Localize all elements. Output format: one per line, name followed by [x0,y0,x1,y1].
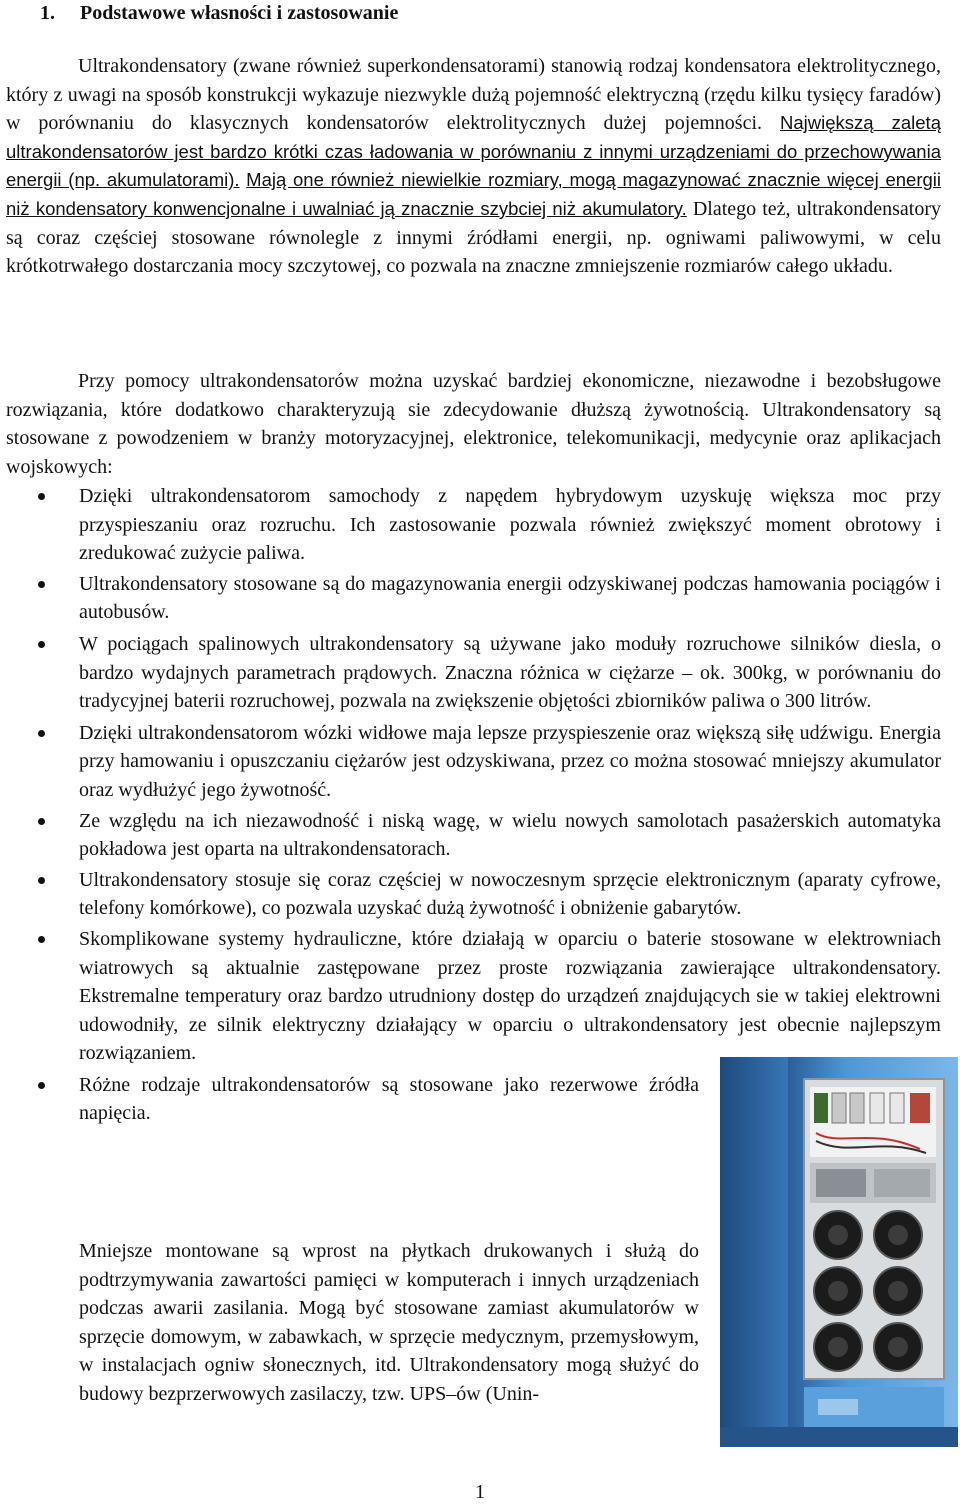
list-item: Ze względu na ich niezawodność i niską wagę, w wielu nowych samolotach pasażerskich automatyka pokładowa jest oparta na ultrakondensatorach. [0,807,941,864]
intro-text-2: Dlatego też, ultrakondensatory są coraz częściej stosowane równolegle z innymi źródłami energii, np. ogniwami paliwowymi, w celu krótkotrwałego dostarczania mocy szczytowej, co pozwala na znaczne zmniejszenie rozmiarów całego układu. [6,197,941,278]
applications-paragraph: Przy pomocy ultrakondensatorów można uzyskać bardziej ekonomiczne, niezawodne i bezobsługowe rozwiązania, które dodatkowo charakteryzują sie zdecydowanie dłuższą żywotnością. Ultrakondensatory są stosowane z powodzeniem w branży motoryzacyjnej, elektronice, telekomunikacji, medycynie oraz aplikacjach wojskowych: [6,370,941,478]
list-item: Różne rodzaje ultrakondensatorów są stosowane jako rezerwowe źródła napięcia. [0,1071,941,1128]
bullet-icon [38,641,45,648]
list-item: Dzięki ultrakondensatorom samochody z napędem hybrydowym uzyskuję większa moc przy przyspieszaniu oraz rozruchu. Ich zastosowanie pozwala również zwiększyć moment obrotowy i zredukować zużycie paliwa. [0,482,941,568]
cabinet-photo-icon [720,1057,958,1447]
bullet-icon [38,493,45,500]
list-item: Skomplikowane systemy hydrauliczne, które działają w oparciu o baterie stosowane w elektrowniach wiatrowych są aktualnie zastępowane przez proste rozwiązania zawierające ultrakondensatory. Ekstremalne temperatury oraz bardzo utrudniony dostęp do urządzeń znajdujących sie w takiej elektrowni udowodniły, ze silnik elektryczny działający w oparciu o ultrakondensatory jest obecnie najlepszym rozwiązaniem. [0,925,941,1068]
bullet-icon [38,1082,45,1089]
section-title: Podstawowe własności i zastosowanie [80,2,399,24]
list-item: W pociągach spalinowych ultrakondensatory są używane jako moduły rozruchowe silników diesla, o bardzo wydajnych parametrach prądowych. Znaczna różnica w ciężarze – ok. 300kg, w porównaniu do tradycyjnej baterii rozruchowej, pozwala na zwiększenie objętości zbiorników paliwa o 300 litrów. [0,630,941,716]
intro-text-1: Ultrakondensatory (zwane również superkondensatorami) stanowią rodzaj kondensatora elektrolitycznego, który z uwagi na sposób konstrukcji wykazuje niezwykle dużą pojemność elektryczną (rzędu kilku tysięcy faradów) w porównaniu do klasycznych kondensatorów elektrolitycznych dużej pojemności. [6,55,941,135]
bullet-icon [38,730,45,737]
intro-text-underlined-1: Największą zaletą ultrakondensatorów jest bardzo krótki czas ładowania w porównaniu z innymi urządzeniami do przechowywania energii (np. akumulatorami). [6,112,941,191]
bullet-icon [38,581,45,588]
closing-paragraph: Mniejsze montowane są wprost na płytkach drukowanych i służą do podtrzymywania zawartości pamięci w komputerach i innych urządzeniach podczas awarii zasilania. Mogą być stosowane zamiast akumulatorów w sprzęcie domowym, w zabawkach, w sprzęcie medycznym, przemysłowym, w instalacjach ogniw słonecznych, itd. Ultrakondensatory mogą służyć do budowy bezprzerwowych zasilaczy, tzw. UPS–ów (Unin- [79,1240,699,1405]
bullet-icon [38,877,45,884]
list-item: Ultrakondensatory stosuje się coraz częściej w nowoczesnym sprzęcie elektronicznym (aparaty cyfrowe, telefony komórkowe), co pozwala uzyskać dużą żywotność i obniżenie gabarytów. [0,866,941,923]
section-number: 1. [40,2,55,24]
intro-text-underlined-2: Mają one również niewielkie rozmiary, mogą magazynować znacznie więcej energii niż kondensatory konwencjonalne i uwalniać ją znacznie szybciej niż akumulatory. [6,169,941,219]
bullet-icon [38,818,45,825]
page-number: 1 [475,1481,485,1503]
list-item: Dzięki ultrakondensatorom wózki widłowe maja lepsze przyspieszenie oraz większą siłę udźwigu. Energia przy hamowaniu i opuszczaniu ciężarów jest odzyskiwana, przez co można stosować mniejszy akumulator oraz wydłużyć jego żywotność. [0,719,941,805]
intro-paragraph [6,52,941,281]
bullet-icon [38,936,45,943]
applications-list [0,482,941,1128]
list-item: Ultrakondensatory stosowane są do magazynowania energii odzyskiwanej podczas hamowania pociągów i autobusów. [0,570,941,627]
ultracapacitor-cabinet-photo [720,1057,958,1447]
section-heading [40,0,398,26]
